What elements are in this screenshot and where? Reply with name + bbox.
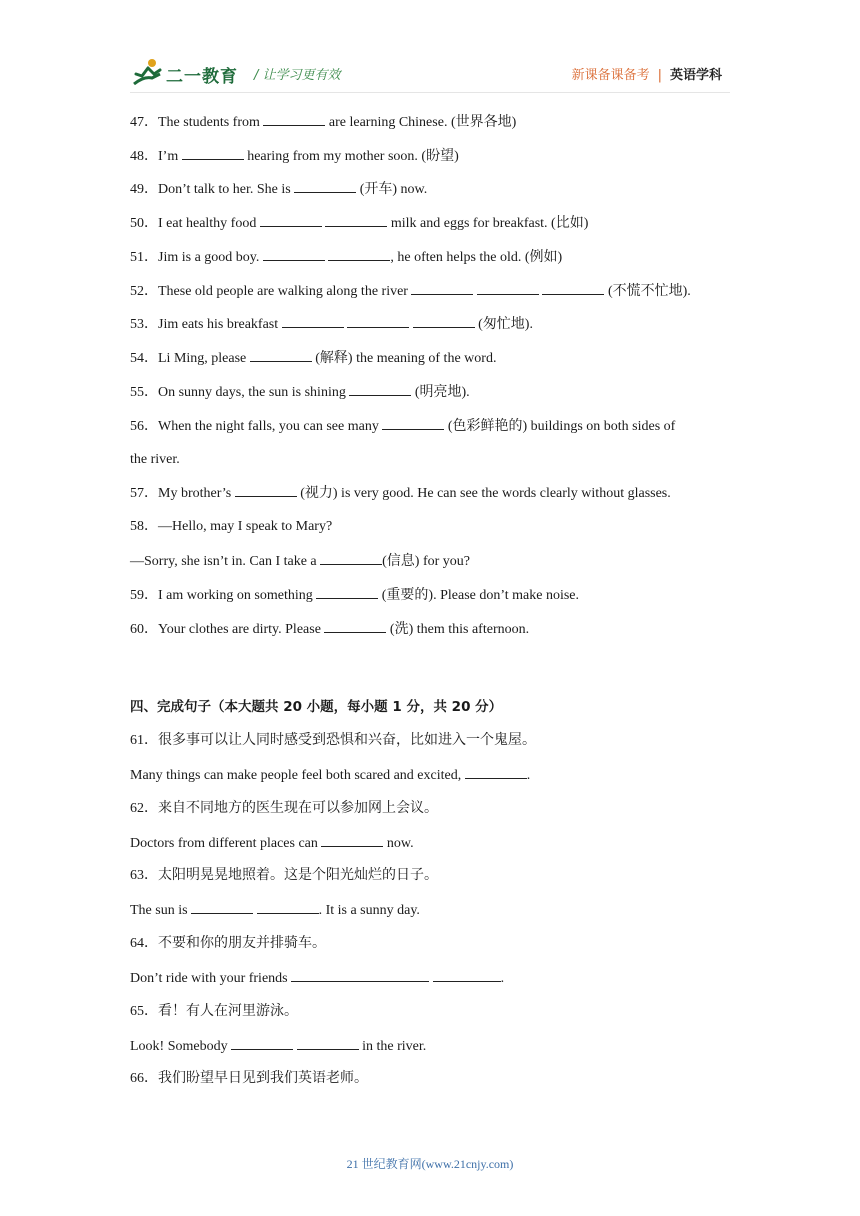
question-text: are learning Chinese. (世界各地) bbox=[328, 115, 517, 130]
header-subject: 英语学科 bbox=[669, 68, 722, 83]
question-64-cn: 64．不要和你的朋友并排骑车。 bbox=[130, 936, 326, 951]
question-text: The sun is bbox=[130, 903, 188, 918]
question-text: Look! Somebody bbox=[130, 1039, 228, 1054]
question-60 bbox=[130, 620, 529, 639]
answer-blank bbox=[347, 315, 409, 328]
question-text: 51．Jim is a good boy. bbox=[130, 250, 260, 265]
question-text: Don’t ride with your friends bbox=[130, 971, 288, 986]
question-text: (明亮地). bbox=[414, 385, 470, 400]
question-text: 56．When the night falls, you can see many bbox=[130, 419, 379, 434]
logo bbox=[130, 58, 242, 88]
question-65-cn: 65．看！有人在河里游泳。 bbox=[130, 1004, 298, 1019]
answer-blank bbox=[235, 484, 297, 497]
question-text: 58．—Hello, may I speak to Mary? bbox=[130, 519, 333, 534]
question-50 bbox=[130, 214, 588, 233]
answer-blank bbox=[182, 147, 244, 160]
question-56 bbox=[130, 417, 675, 436]
question-51 bbox=[130, 248, 562, 267]
answer-blank bbox=[294, 180, 356, 193]
answer-blank bbox=[260, 214, 322, 227]
answer-blank bbox=[316, 586, 378, 599]
question-text: now. bbox=[386, 836, 414, 851]
answer-blank bbox=[382, 417, 444, 430]
question-57 bbox=[130, 484, 671, 503]
question-text: 55．On sunny days, the sun is shining bbox=[130, 385, 346, 400]
question-text: . bbox=[526, 768, 531, 783]
question-text: (匆忙地). bbox=[478, 317, 533, 332]
question-text: , he often helps the old. (例如) bbox=[390, 250, 563, 265]
question-64 bbox=[130, 969, 504, 988]
question-text: (解释) the meaning of the word. bbox=[315, 351, 497, 366]
page-header bbox=[130, 58, 730, 90]
question-62-cn: 62．来自不同地方的医生现在可以参加网上会议。 bbox=[130, 801, 438, 816]
question-text: in the river. bbox=[362, 1039, 427, 1054]
question-63 bbox=[130, 901, 420, 920]
answer-blank bbox=[542, 282, 604, 295]
question-text: (开车) now. bbox=[359, 182, 428, 197]
question-61 bbox=[130, 766, 530, 785]
question-56-continued bbox=[130, 451, 180, 469]
question-text: 59．I am working on something bbox=[130, 588, 313, 603]
answer-blank bbox=[257, 901, 319, 914]
question-text: 52．These old people are walking along the river bbox=[130, 284, 408, 299]
answer-blank bbox=[282, 315, 344, 328]
answer-blank bbox=[325, 214, 387, 227]
question-49 bbox=[130, 180, 427, 199]
question-text: (信息) for you? bbox=[382, 554, 471, 569]
question-52 bbox=[130, 282, 691, 301]
header-separator: | bbox=[657, 68, 662, 83]
answer-blank bbox=[411, 282, 473, 295]
question-54 bbox=[130, 349, 496, 368]
question-text: 57．My brother’s bbox=[130, 486, 232, 501]
header-divider bbox=[130, 92, 730, 93]
answer-blank bbox=[231, 1037, 293, 1050]
answer-blank bbox=[324, 620, 386, 633]
runner-logo-icon bbox=[130, 58, 166, 88]
question-66-cn: 66．我们盼望早日见到我们英语老师。 bbox=[130, 1071, 368, 1086]
question-text: 60．Your clothes are dirty. Please bbox=[130, 622, 321, 637]
answer-blank bbox=[328, 248, 390, 261]
header-right bbox=[572, 64, 722, 83]
answer-blank bbox=[321, 834, 383, 847]
answer-blank bbox=[291, 969, 429, 982]
question-text: milk and eggs for breakfast. (比如) bbox=[390, 216, 589, 231]
page-footer[interactable]: 21 世纪教育网(www.21cnjy.com) bbox=[346, 1157, 514, 1171]
answer-blank bbox=[263, 113, 325, 126]
question-text: (视力) is very good. He can see the words clearly without glasses. bbox=[300, 486, 671, 501]
question-text: 49．Don’t talk to her. She is bbox=[130, 182, 291, 197]
header-label: 新课备课备考 bbox=[571, 68, 650, 83]
question-55 bbox=[130, 383, 470, 402]
question-text: (不慌不忙地). bbox=[607, 284, 691, 299]
question-61-cn: 61．很多事可以让人同时感受到恐惧和兴奋，比如进入一个鬼屋。 bbox=[130, 733, 536, 748]
question-text: . It is a sunny day. bbox=[318, 903, 420, 918]
question-text: (重要的). Please don’t make noise. bbox=[381, 588, 580, 603]
answer-blank bbox=[465, 766, 527, 779]
question-text: . bbox=[500, 971, 505, 986]
section-title: 四、完成句子（本大题共 20 小题，每小题 1 分，共 20 分） bbox=[130, 699, 503, 715]
question-text: (洗) them this afternoon. bbox=[389, 622, 530, 637]
answer-blank bbox=[263, 248, 325, 261]
answer-blank bbox=[320, 552, 382, 565]
question-53 bbox=[130, 315, 533, 334]
question-text: 48．I’m bbox=[130, 149, 179, 164]
answer-blank bbox=[250, 349, 312, 362]
question-62 bbox=[130, 834, 414, 853]
question-text: 47．The students from bbox=[130, 115, 260, 130]
question-text: hearing from my mother soon. (盼望) bbox=[247, 149, 459, 164]
question-text: 54．Li Ming, please bbox=[130, 351, 247, 366]
question-text: —Sorry, she isn’t in. Can I take a bbox=[130, 554, 317, 569]
question-65 bbox=[130, 1037, 426, 1056]
question-text: 50．I eat healthy food bbox=[130, 216, 257, 231]
answer-blank bbox=[477, 282, 539, 295]
logo-text: 二一教育 bbox=[166, 67, 238, 87]
question-text: 53．Jim eats his breakfast bbox=[130, 317, 279, 332]
header-slogan: / 让学习更有效 bbox=[254, 68, 341, 83]
question-58-line2 bbox=[130, 552, 470, 571]
question-47 bbox=[130, 113, 516, 132]
question-58-line1 bbox=[130, 518, 332, 536]
answer-blank bbox=[413, 315, 475, 328]
question-59 bbox=[130, 586, 579, 605]
question-48 bbox=[130, 147, 459, 166]
question-text: the river. bbox=[130, 452, 180, 467]
question-text: (色彩鲜艳的) buildings on both sides of bbox=[447, 419, 676, 434]
answer-blank bbox=[297, 1037, 359, 1050]
answer-blank bbox=[349, 383, 411, 396]
answer-blank bbox=[191, 901, 253, 914]
question-text: Doctors from different places can bbox=[130, 836, 318, 851]
question-text: Many things can make people feel both scared and excited, bbox=[130, 768, 462, 783]
question-63-cn: 63．太阳明晃晃地照着。这是个阳光灿烂的日子。 bbox=[130, 868, 438, 883]
answer-blank bbox=[433, 969, 501, 982]
